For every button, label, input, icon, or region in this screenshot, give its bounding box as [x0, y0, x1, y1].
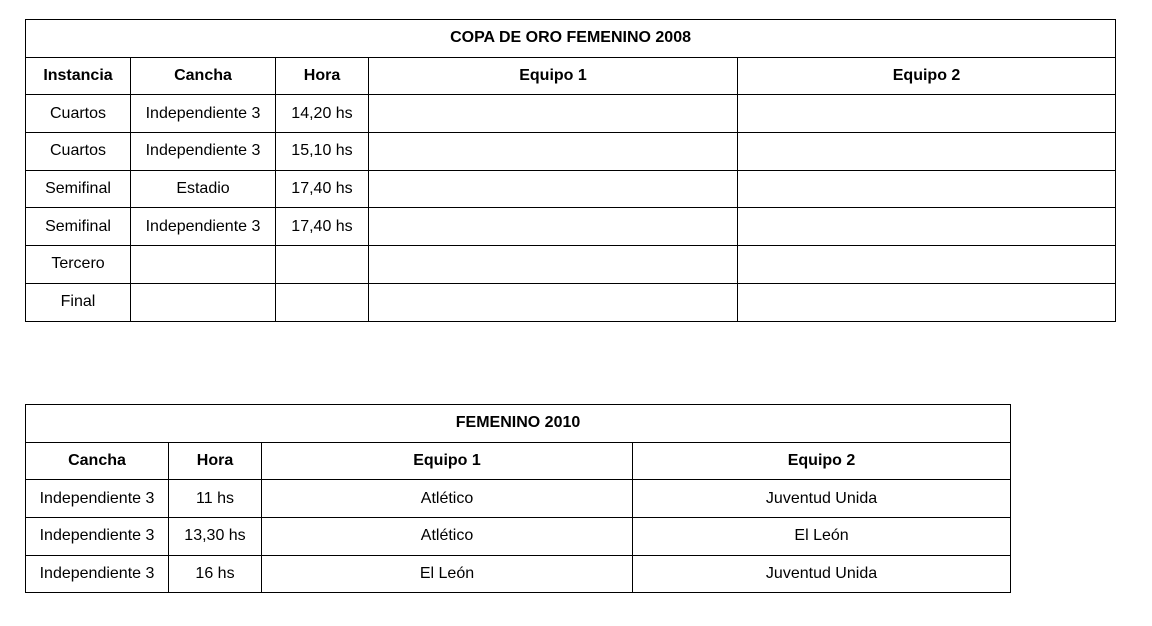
table-cell [131, 246, 276, 284]
table-row [26, 133, 1116, 171]
table-cell: 17,40 hs [276, 170, 369, 208]
column-header: Cancha [26, 442, 169, 480]
table-cell [276, 246, 369, 284]
table-cell [738, 208, 1116, 246]
table-cell: Independiente 3 [131, 208, 276, 246]
table-title: FEMENINO 2010 [26, 405, 1011, 443]
table-title-row [26, 405, 1011, 443]
table-cell [369, 208, 738, 246]
table-cell [738, 133, 1116, 171]
table-cell [738, 283, 1116, 321]
table-row [26, 170, 1116, 208]
column-header: Cancha [131, 57, 276, 95]
column-header: Equipo 2 [738, 57, 1116, 95]
table-cell: Semifinal [26, 208, 131, 246]
table-cell: Tercero [26, 246, 131, 284]
table-cell: Cuartos [26, 95, 131, 133]
table-row [26, 246, 1116, 284]
table-cell: 11 hs [169, 480, 262, 518]
table-cell: El León [262, 555, 633, 593]
table-cell: 13,30 hs [169, 518, 262, 556]
table-cell [131, 283, 276, 321]
table-cell: Final [26, 283, 131, 321]
table-cell: Atlético [262, 518, 633, 556]
femenino-2010-table [25, 404, 1011, 593]
table-row [26, 208, 1116, 246]
table-cell: Juventud Unida [633, 480, 1011, 518]
table-cell: 17,40 hs [276, 208, 369, 246]
column-header: Instancia [26, 57, 131, 95]
table-cell: Atlético [262, 480, 633, 518]
table-cell: Cuartos [26, 133, 131, 171]
copa-de-oro-2008-table [25, 19, 1116, 322]
table-cell: Independiente 3 [26, 555, 169, 593]
table-cell [369, 95, 738, 133]
table-row [26, 283, 1116, 321]
table-cell: Juventud Unida [633, 555, 1011, 593]
table-cell [738, 170, 1116, 208]
table-cell: Independiente 3 [26, 518, 169, 556]
table-cell: Independiente 3 [26, 480, 169, 518]
table-2010-body [26, 405, 1011, 593]
column-header: Equipo 2 [633, 442, 1011, 480]
column-header: Hora [169, 442, 262, 480]
table-cell [369, 170, 738, 208]
table-cell: Semifinal [26, 170, 131, 208]
table-cell: Independiente 3 [131, 133, 276, 171]
table-row [26, 480, 1011, 518]
table-row [26, 95, 1116, 133]
table-cell: Estadio [131, 170, 276, 208]
table-header-row [26, 442, 1011, 480]
table-row [26, 555, 1011, 593]
table-header-row [26, 57, 1116, 95]
table-cell: 14,20 hs [276, 95, 369, 133]
column-header: Equipo 1 [262, 442, 633, 480]
column-header: Hora [276, 57, 369, 95]
table-cell [369, 246, 738, 284]
table-cell: Independiente 3 [131, 95, 276, 133]
table-cell [369, 133, 738, 171]
table-cell: 15,10 hs [276, 133, 369, 171]
table-cell [738, 246, 1116, 284]
table-cell [738, 95, 1116, 133]
table-row [26, 518, 1011, 556]
table-cell: 16 hs [169, 555, 262, 593]
table-2008-body [26, 20, 1116, 322]
column-header: Equipo 1 [369, 57, 738, 95]
table-title-row [26, 20, 1116, 58]
table-cell: El León [633, 518, 1011, 556]
table-cell [369, 283, 738, 321]
table-title: COPA DE ORO FEMENINO 2008 [26, 20, 1116, 58]
table-cell [276, 283, 369, 321]
